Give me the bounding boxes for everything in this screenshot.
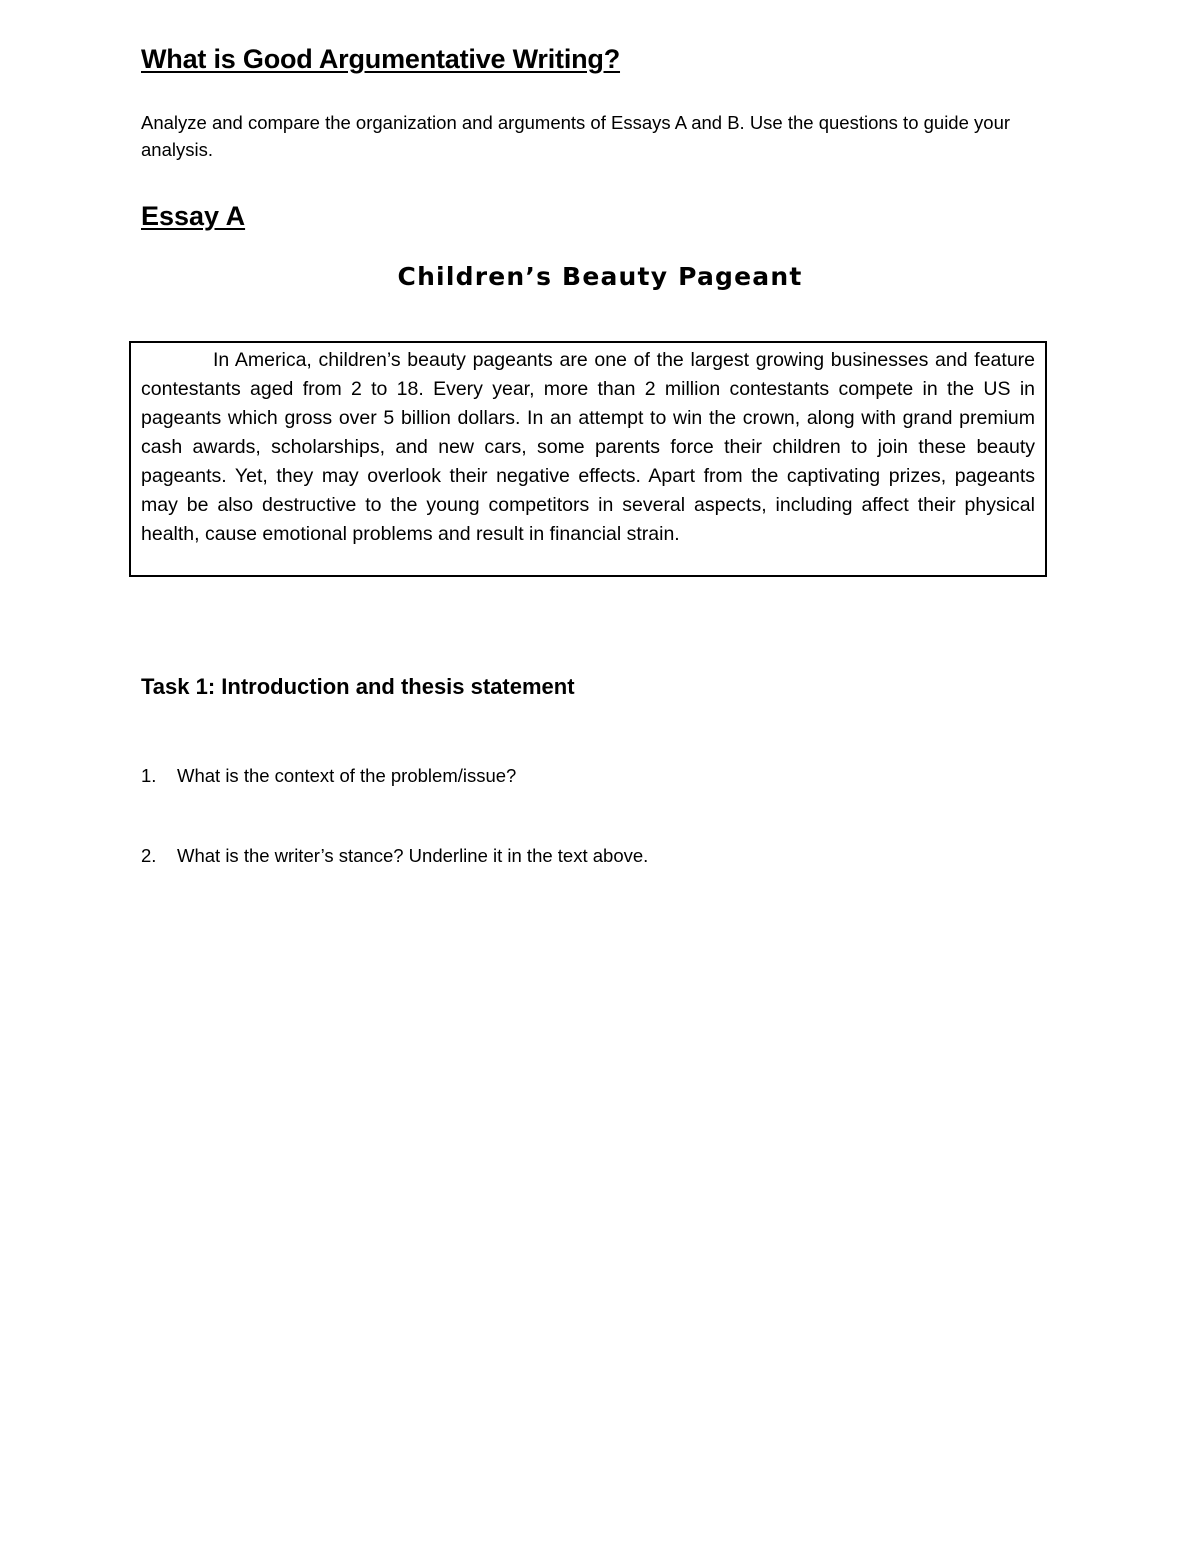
instructions-text: Analyze and compare the organization and arguments of Essays A and B. Use the questions to guide your analysis. <box>141 112 1011 160</box>
question-item <box>141 845 648 867</box>
essay-text-box <box>129 341 1047 577</box>
question-text: What is the context of the problem/issue? <box>177 765 517 786</box>
essay-title: Children’s Beauty Pageant <box>397 262 803 291</box>
task-heading: Task 1: Introduction and thesis statement <box>141 674 575 699</box>
question-item <box>141 765 516 787</box>
essay-heading: Essay A <box>141 201 246 231</box>
document-title: What is Good Argumentative Writing? <box>141 44 621 74</box>
question-number: 1. <box>141 765 157 786</box>
question-number: 2. <box>141 845 157 866</box>
question-text: What is the writer’s stance? Underline it in the text above. <box>177 845 649 866</box>
essay-paragraph: In America, children’s beauty pageants are one of the largest growing businesses and feature contestants aged from 2 to 18. Every year, more than 2 million contestants compete in the US in pageants which gross over 5 billion dollars. In an attempt to win the crown, along with grand premium cash awards, scholarships, and new cars, some parents force their children to join these beauty pageants. Yet, they may overlook their negative effects. Apart from the captivating prizes, pageants may be also destructive to the young competitors in several aspects, including affect their physical health, cause emotional problems and result in financial strain. <box>141 349 1035 545</box>
